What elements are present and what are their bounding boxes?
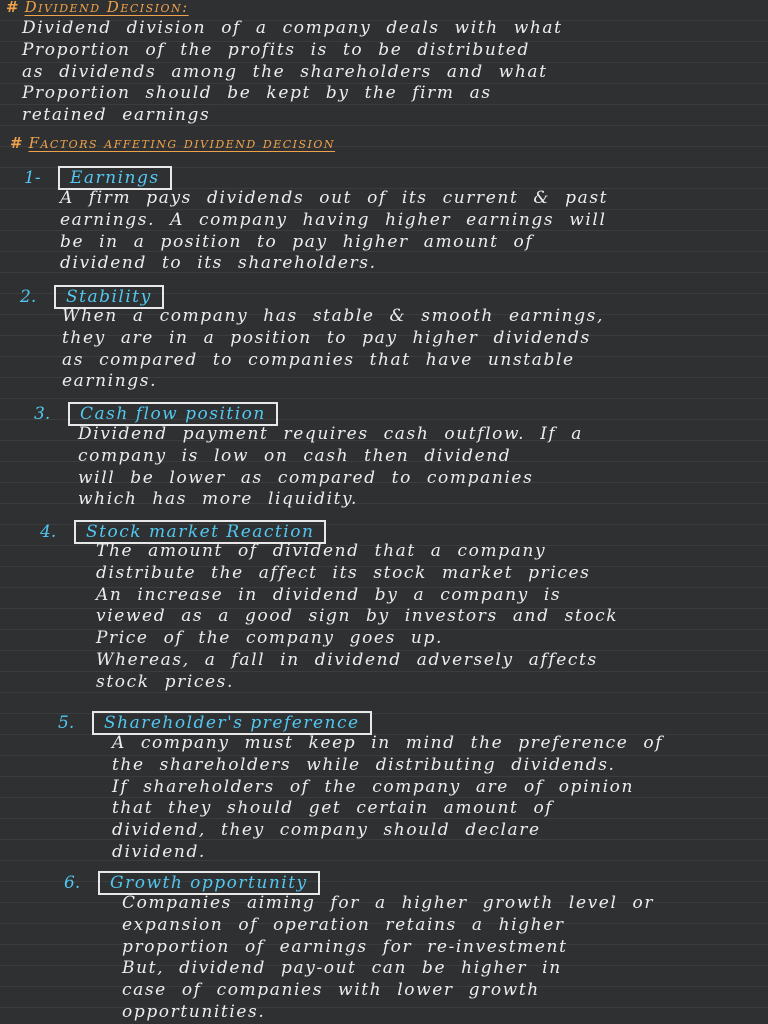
- intro-line: Dividend division of a company deals with what: [22, 18, 563, 38]
- factor-line: the shareholders while distributing dividends.: [112, 754, 616, 775]
- factor-line: The amount of dividend that a company: [96, 541, 547, 561]
- factor-line: Dividend payment requires cash outflow. If a: [78, 424, 584, 444]
- factor-line: company is low on cash then dividend: [78, 445, 512, 466]
- factor-line: that they should get certain amount of: [112, 798, 554, 819]
- factor-line: be in a position to pay higher amount of: [60, 231, 534, 252]
- factor-line: which has more liquidity.: [78, 489, 359, 510]
- page-title: [6, 0, 189, 16]
- factor-title-box: Earnings: [58, 166, 172, 190]
- factor-line: dividend, they company should declare: [112, 820, 541, 841]
- factor-line: earnings. A company having higher earnings will: [60, 209, 607, 230]
- factor-1-text: [60, 188, 608, 275]
- factor-line: expansion of operation retains a higher: [122, 914, 565, 935]
- factors-hash: #: [10, 134, 23, 152]
- factor-4-text: [96, 541, 618, 694]
- factor-6-header: [64, 871, 320, 895]
- factor-line: Price of the company goes up.: [96, 628, 443, 649]
- intro-line: retained earnings: [22, 105, 211, 126]
- factor-line: stock prices.: [96, 671, 234, 692]
- factor-title-box: Shareholder's preference: [92, 711, 372, 735]
- factor-1-header: [24, 166, 172, 190]
- factor-line: dividend.: [112, 841, 206, 862]
- intro-line: Proportion should be kept by the firm as: [22, 83, 492, 104]
- factor-3-header: [34, 402, 278, 426]
- factor-number: 1-: [24, 168, 41, 188]
- factor-line: An increase in dividend by a company is: [96, 584, 562, 605]
- factor-5-header: [58, 711, 372, 735]
- intro-line: as dividends among the shareholders and what: [22, 61, 548, 82]
- factor-3-text: [78, 424, 583, 511]
- factor-title-box: Growth opportunity: [98, 871, 320, 895]
- factors-heading-text: Factors affeting dividend decision: [28, 134, 336, 152]
- factor-line: proportion of earnings for re-investment: [122, 936, 568, 957]
- factor-title-box: Stability: [54, 285, 164, 309]
- factor-line: will be lower as compared to companies: [78, 467, 534, 488]
- factor-line: A company must keep in mind the preference of: [112, 733, 664, 753]
- intro-paragraph: [22, 18, 563, 127]
- factor-line: as compared to companies that have unstable: [62, 349, 575, 370]
- factor-line: If shareholders of the company are of opinion: [112, 776, 635, 797]
- title-heading: Dividend Decision:: [24, 0, 189, 16]
- factor-number: 5.: [58, 713, 75, 733]
- factor-number: 2.: [20, 287, 37, 307]
- factor-line: But, dividend pay-out can be higher in: [122, 958, 562, 979]
- factor-number: 4.: [40, 522, 57, 542]
- factor-number: 3.: [34, 404, 51, 424]
- factor-line: earnings.: [62, 371, 158, 392]
- factor-title-box: Stock market Reaction: [74, 520, 326, 544]
- factor-line: distribute the affect its stock market prices: [96, 562, 591, 583]
- factor-line: A firm pays dividends out of its current & past: [60, 188, 609, 208]
- factor-line: Whereas, a fall in dividend adversely affects: [96, 649, 598, 670]
- factor-line: Companies aiming for a higher growth level or: [122, 893, 655, 913]
- factor-line: viewed as a good sign by investors and stock: [96, 606, 619, 627]
- factor-title-box: Cash flow position: [68, 402, 278, 426]
- factor-line: When a company has stable & smooth earnings,: [62, 306, 605, 326]
- factor-6-text: [122, 893, 654, 1024]
- title-hash: #: [6, 0, 19, 16]
- factor-number: 6.: [64, 873, 81, 893]
- factor-5-text: [112, 733, 663, 864]
- intro-line: Proportion of the profits is to be distributed: [22, 39, 531, 60]
- factor-2-text: [62, 306, 604, 393]
- factor-line: case of companies with lower growth: [122, 980, 540, 1001]
- factor-line: dividend to its shareholders.: [60, 253, 377, 274]
- factors-heading: [10, 134, 335, 152]
- factor-line: they are in a position to pay higher dividends: [62, 327, 591, 348]
- factor-line: opportunities.: [122, 1001, 266, 1022]
